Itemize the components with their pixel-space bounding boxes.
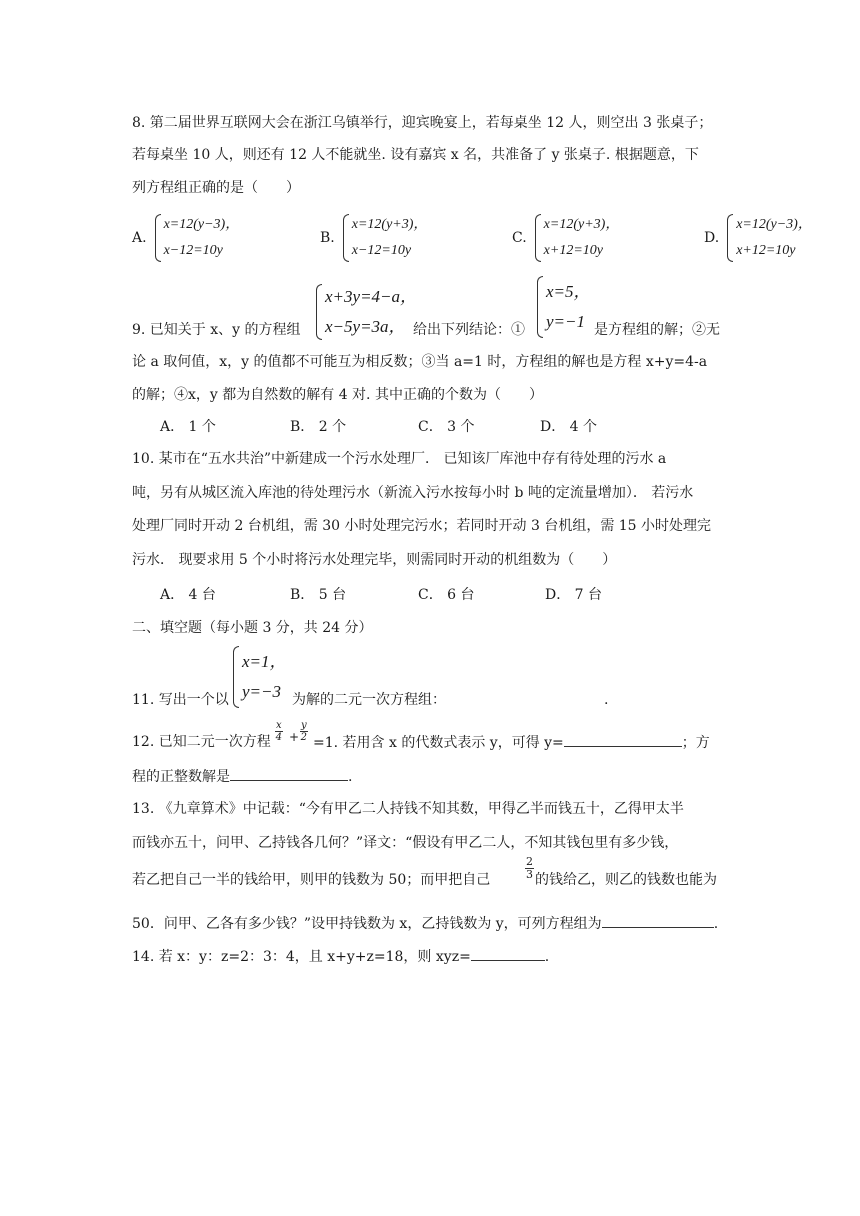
q8-option-c bbox=[512, 212, 619, 264]
fraction-denominator: 4 bbox=[275, 732, 282, 743]
q10-line3: 处理厂同时开动 2 台机组，需 30 小时处理完污水；若同时开动 3 台机组，需 15 小时处理完 bbox=[132, 518, 712, 534]
q12-line2-end: . bbox=[348, 769, 353, 785]
answer-blank-system[interactable] bbox=[602, 913, 714, 928]
brace-icon bbox=[155, 214, 161, 262]
q14-line bbox=[132, 946, 549, 967]
equation: y=−1 bbox=[546, 312, 585, 331]
equation: x=1， bbox=[242, 652, 287, 671]
q9-option-c: C． 3 个 bbox=[418, 419, 475, 435]
brace-icon bbox=[343, 214, 349, 262]
brace-icon bbox=[316, 284, 322, 340]
q9-line3: 的解；④x，y 都为自然数的解有 4 对. 其中正确的个数为（ ） bbox=[132, 387, 543, 403]
q11-end: . bbox=[604, 692, 609, 708]
q9-middle: 给出下列结论：① bbox=[413, 322, 525, 338]
q12-text bbox=[313, 732, 710, 753]
equation: x=5， bbox=[546, 282, 591, 301]
q13-line3a: 若乙把自己一半的钱给甲，则甲的钱数为 50；而甲把自己 bbox=[132, 872, 491, 888]
q10-option-b: B． 5 台 bbox=[290, 587, 347, 603]
equation: x=12(y−3)， bbox=[163, 217, 240, 232]
equation: x−12=10y bbox=[351, 243, 412, 258]
fraction-numerator: 2 bbox=[526, 855, 533, 868]
q10-line4: 污水． 现要求用 5 个小时将污水处理完毕，则需同时开动的机组数为（ ） bbox=[132, 552, 617, 568]
option-label: C. bbox=[512, 230, 527, 246]
answer-blank-solutions[interactable] bbox=[230, 766, 348, 781]
fraction-denominator: 2 bbox=[300, 732, 308, 743]
fraction-numerator: y bbox=[301, 720, 307, 731]
option-label: B. bbox=[320, 230, 335, 246]
q13-line4-end: . bbox=[713, 916, 719, 932]
equation: x+12=10y bbox=[543, 243, 603, 258]
fraction-numerator: x bbox=[276, 720, 282, 731]
fraction-x-over-4 bbox=[275, 720, 283, 743]
plus-sign: + bbox=[289, 730, 300, 744]
fraction-denominator: 3 bbox=[526, 868, 533, 881]
q9-line2: 论 a 取何值，x，y 的值都不可能互为相反数；③当 a=1 时，方程组的解也是方程 x+y=4-a bbox=[132, 354, 708, 370]
equation: x+3y=4−a， bbox=[325, 287, 418, 306]
q9-option-b: B． 2 个 bbox=[290, 419, 347, 435]
q9-solution bbox=[537, 276, 591, 338]
q14-end: . bbox=[544, 949, 550, 965]
fraction-y-over-2 bbox=[300, 720, 308, 743]
q9-prefix: 9. 已知关于 x、y 的方程组 bbox=[132, 322, 301, 338]
q14-text: 14. 若 x：y：z=2：3：4，且 x+y+z=18，则 xyz= bbox=[132, 949, 471, 965]
q8-option-d bbox=[704, 212, 812, 264]
equation: x=12(y−3)， bbox=[736, 217, 812, 232]
q9-option-d: D． 4 个 bbox=[540, 419, 598, 435]
q13-line1: 13. 《九章算术》中记载：“今有甲乙二人持钱不知其数，甲得乙半而钱五十，乙得甲太半 bbox=[132, 801, 684, 817]
brace-icon bbox=[233, 646, 239, 708]
answer-blank-y[interactable] bbox=[564, 732, 682, 747]
fraction-two-thirds bbox=[525, 856, 534, 881]
q10-option-c: C． 6 台 bbox=[418, 587, 475, 603]
option-label: A. bbox=[132, 230, 147, 246]
q12-line2-start: 程的正整数解是 bbox=[132, 769, 230, 785]
q8-line3: 列方程组正确的是（ ） bbox=[132, 180, 300, 196]
q12-after: ；方 bbox=[681, 735, 710, 751]
q9-suffix: 是方程组的解；②无 bbox=[594, 322, 720, 338]
q8-line2: 若每桌坐 10 人，则还有 12 人不能就坐. 设有嘉宾 x 名，共准备了 y 张桌子. 根据题意，下 bbox=[132, 147, 699, 163]
equation: y=−3 bbox=[242, 682, 281, 701]
q11-prefix: 11. 写出一个以 bbox=[132, 692, 229, 708]
q13-line3b: 的钱给乙，则乙的钱数也能为 bbox=[535, 872, 717, 888]
q13-line2: 而钱亦五十，问甲、乙持钱各几何？”译文：“假设有甲乙二人，不知其钱包里有多少钱， bbox=[132, 835, 679, 851]
equation: x=12(y+3)， bbox=[543, 217, 620, 232]
brace-icon bbox=[535, 214, 541, 262]
q10-option-a: A． 4 台 bbox=[160, 587, 216, 603]
q8-option-b bbox=[320, 212, 427, 264]
equation: x−5y=3a， bbox=[325, 317, 406, 336]
brace-icon bbox=[727, 214, 733, 262]
equation: x−12=10y bbox=[163, 243, 223, 258]
q13-line4-text: 50．问甲、乙各有多少钱？”设甲持钱数为 x，乙持钱数为 y，可列方程组为 bbox=[132, 916, 602, 932]
q9-system bbox=[316, 282, 417, 342]
answer-blank-xyz[interactable] bbox=[471, 946, 545, 961]
q10-option-d: D． 7 台 bbox=[545, 587, 603, 603]
q8-option-a bbox=[132, 212, 239, 264]
q8-line1: 8. 第二届世界互联网大会在浙江乌镇举行，迎宾晚宴上，若每桌坐 12 人，则空出 3 张桌子； bbox=[132, 115, 713, 131]
q10-line1: 10. 某市在“五水共治”中新建成一个污水处理厂． 已知该厂库池中存有待处理的污水 a bbox=[132, 451, 667, 467]
q11-suffix: 为解的二元一次方程组： bbox=[292, 692, 446, 708]
q12-prefix: 12. 已知二元一次方程 bbox=[132, 734, 271, 750]
equation: x=12(y+3)， bbox=[351, 217, 428, 232]
option-label: D. bbox=[704, 230, 720, 246]
q13-line4 bbox=[132, 913, 718, 934]
q9-option-a: A． 1 个 bbox=[160, 419, 216, 435]
q12-mid: =1. 若用含 x 的代数式表示 y，可得 y= bbox=[313, 735, 564, 751]
equation: x+12=10y bbox=[736, 243, 796, 258]
section-heading: 二、填空题（每小题 3 分，共 24 分） bbox=[132, 620, 373, 636]
q11-system bbox=[233, 646, 287, 708]
q10-line2: 吨，另有从城区流入库池的待处理污水（新流入污水按每小时 b 吨的定流量增加）． 若污水 bbox=[132, 485, 694, 501]
brace-icon bbox=[537, 276, 543, 338]
q12-line2 bbox=[132, 766, 352, 787]
